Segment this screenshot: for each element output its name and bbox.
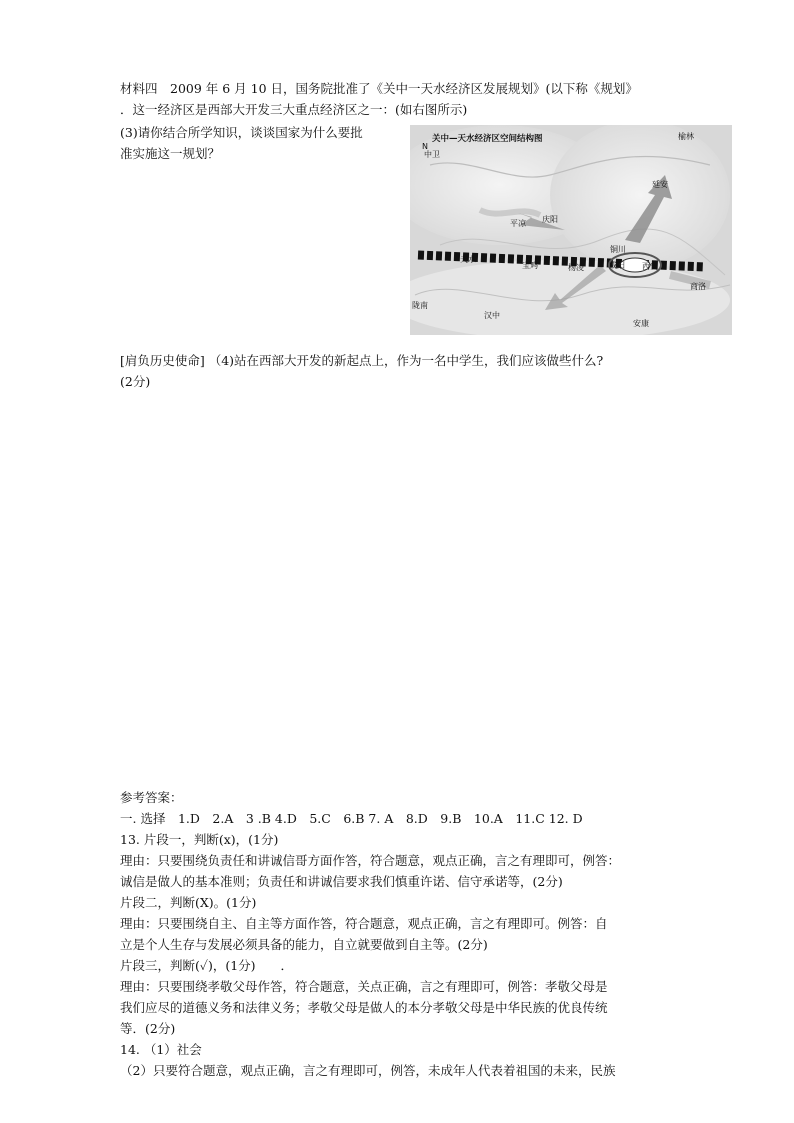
map-label-shangluo: 商洛 [690,282,706,291]
answer-line: 13. 片段一，判断(x)，(1分) [120,832,279,847]
question3-line2: 准实施这一规划？ [120,146,221,161]
map-label-baoji: 宝鸡 [522,261,538,270]
map-label-xian: 西安 [642,262,658,271]
map-label-zhongwei: 中卫 [424,150,440,159]
answer-line: 理由：只要围绕自主、自主等方面作答，符合题意，观点正确，言之有理即可。例答：自 [120,916,608,931]
map-title: 关中—天水经济区空间结构图 [432,134,543,144]
map-label-yanan: 延安 [652,180,668,189]
answer-line: 14. （1）社会 [120,1042,202,1057]
map-label-ankang: 安康 [633,319,649,328]
map-label-yangling: 杨凌 [568,263,584,272]
material4-line2: ．这一经济区是西部大开发三大重点经济区之一：(如右图所示) [120,102,468,117]
map-label-qingyang: 庆阳 [542,215,558,224]
answer-line: （2）只要符合题意，观点正确，言之有理即可，例答，未成年人代表着祖国的未来，民族 [120,1063,616,1078]
answer-line: 一. 选择 1.D 2.A 3 .B 4.D 5.C 6.B 7. A 8.D 9.B 10.A 11.C 12. D [120,811,583,826]
answer-line: 立是个人生存与发展必须具备的能力，自立就要做到自主等。(2分) [120,937,488,952]
answer-line: 片段二，判断(X)。(1分) [120,895,257,910]
answers-heading: 参考答案： [120,790,183,805]
map-graphic [410,125,732,335]
question4-line1: [肩负历史使命] （4)站在西部大开发的新起点上，作为一名中学生，我们应该做些什么? [120,353,604,368]
material4-line1: 材料四 2009 年 6 月 10 日，国务院批准了《关中一天水经济区发展规划》(以下称《规划》 [120,81,638,96]
map-label-tongchuan: 铜川 [610,245,626,254]
economic-zone-map [410,125,732,335]
answer-line: 诚信是做人的基本准则；负责任和讲诚信要求我们慎重许诺、信守承诺等，(2分) [120,874,563,889]
answer-line: 理由：只要围绕负责任和讲诚信哥方面作答，符合题意，观点正确，言之有理即可，例答： [120,853,621,868]
north-arrow-icon: N [422,142,428,151]
question4-line2: (2分) [120,374,151,389]
map-label-pingliang: 平凉 [510,219,526,228]
map-label-hanzhong: 汉中 [484,311,500,320]
map-label-tianshui: 天水 [460,255,476,264]
map-label-xianyang: 咸阳 [609,261,625,270]
answer-line: 理由：只要围绕孝敬父母作答，符合题意，关点正确，言之有理即可，例答：孝敬父母是 [120,979,608,994]
map-label-longnan: 陇南 [412,301,428,310]
question3-line1: (3)请你结合所学知识，谈谈国家为什么要批 [120,125,363,140]
answer-line: 等．(2分) [120,1021,176,1036]
map-label-yulin: 榆林 [678,132,694,141]
answer-line: 我们应尽的道德义务和法律义务；孝敬父母是做人的本分孝敬父母是中华民族的优良传统 [120,1000,608,1015]
answer-line: 片段三，判断(✓)，(1分) ． [120,958,294,973]
